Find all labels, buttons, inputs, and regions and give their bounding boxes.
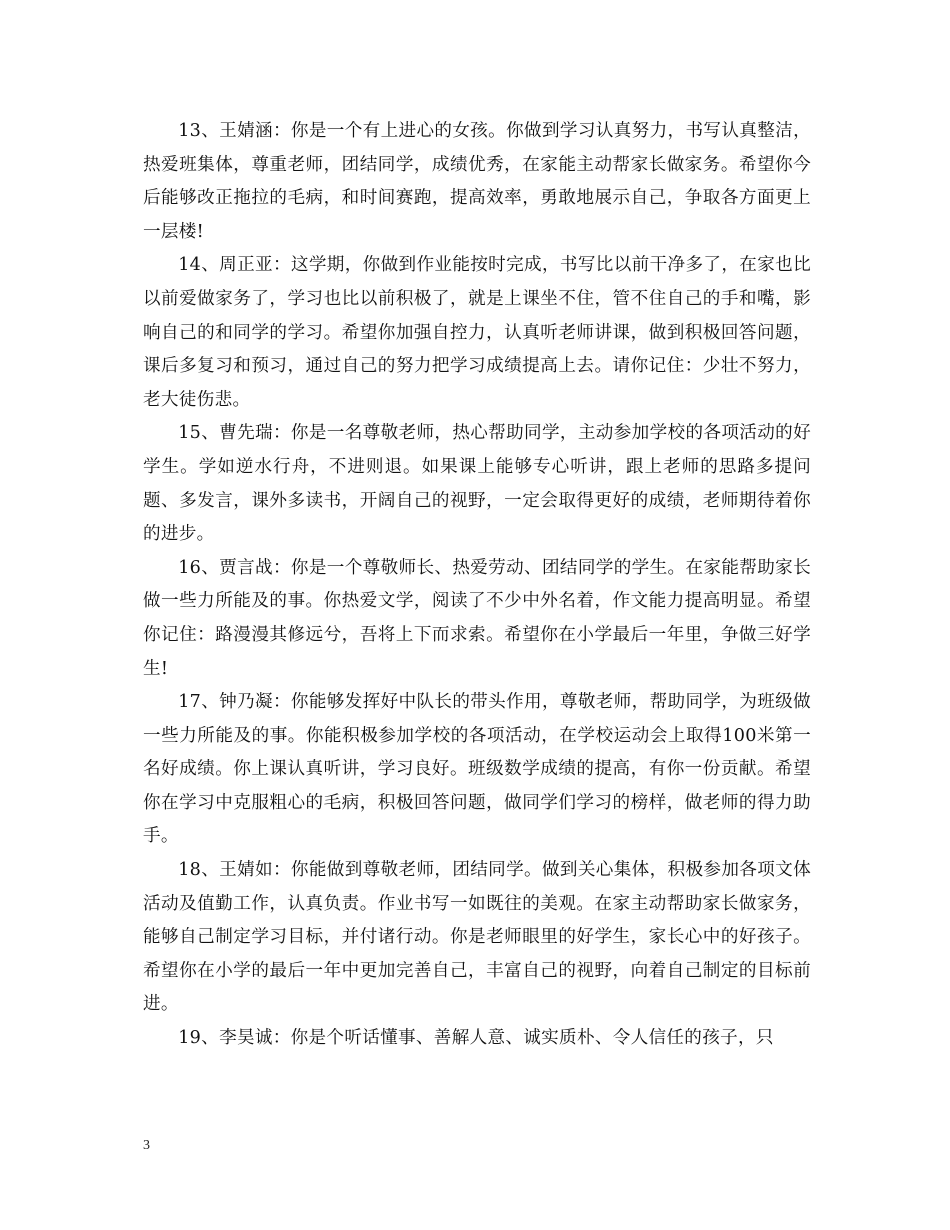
- paragraph-17: 17、钟乃凝：你能够发挥好中队长的带头作用，尊敬老师，帮助同学，为班级做一些力所能及的事。你能积极参加学校的各项活动，在学校运动会上取得100米第一名好成绩。你上课认真听讲，学习良好。班级数学成绩的提高，有你一份贡献。希望你在学习中克服粗心的毛病，积极回答问题，做同学们学习的榜样，做老师的得力助手。: [143, 692, 811, 847]
- document-body: [143, 115, 811, 1056]
- paragraph-13: 13、王婧涵：你是一个有上进心的女孩。你做到学习认真努力，书写认真整洁，热爱班集体，尊重老师，团结同学，成绩优秀，在家能主动帮家长做家务。希望你今后能够改正拖拉的毛病，和时间赛跑，提高效率，勇敢地展示自己，争取各方面更上一层楼!: [143, 121, 811, 242]
- paragraph-19: 19、李昊诚：你是个听话懂事、善解人意、诚实质朴、令人信任的孩子，只: [178, 1028, 774, 1049]
- paragraph-14: 14、周正亚：这学期，你做到作业能按时完成，书写比以前干净多了，在家也比以前爱做家务了，学习也比以前积极了，就是上课坐不住，管不住自己的手和嘴，影响自己的和同学的学习。希望你加强自控力，认真听老师讲课，做到积极回答问题，课后多复习和预习，通过自己的努力把学习成绩提高上去。请你记住：少壮不努力，老大徒伤悲。: [143, 255, 811, 410]
- page-number: 3: [143, 1138, 150, 1153]
- paragraph-15: 15、曹先瑞：你是一名尊敬老师，热心帮助同学，主动参加学校的各项活动的好学生。学如逆水行舟，不进则退。如果课上能够专心听讲，跟上老师的思路多提问题、多发言，课外多读书，开阔自己的视野，一定会取得更好的成绩，老师期待着你的进步。: [143, 423, 811, 545]
- paragraph-18: 18、王婧如：你能做到尊敬老师，团结同学。做到关心集体，积极参加各项文体活动及值勤工作，认真负责。作业书写一如既往的美观。在家主动帮助家长做家务，能够自己制定学习目标，并付诸行动。你是老师眼里的好学生，家长心中的好孩子。希望你在小学的最后一年中更加完善自己，丰富自己的视野，向着自己制定的目标前进。: [143, 860, 811, 1015]
- paragraph-16: 16、贾言战：你是一个尊敬师长、热爱劳动、团结同学的学生。在家能帮助家长做一些力所能及的事。你热爱文学，阅读了不少中外名着，作文能力提高明显。希望你记住：路漫漫其修远兮，吾将上下而求索。希望你在小学最后一年里，争做三好学生!: [143, 557, 811, 679]
